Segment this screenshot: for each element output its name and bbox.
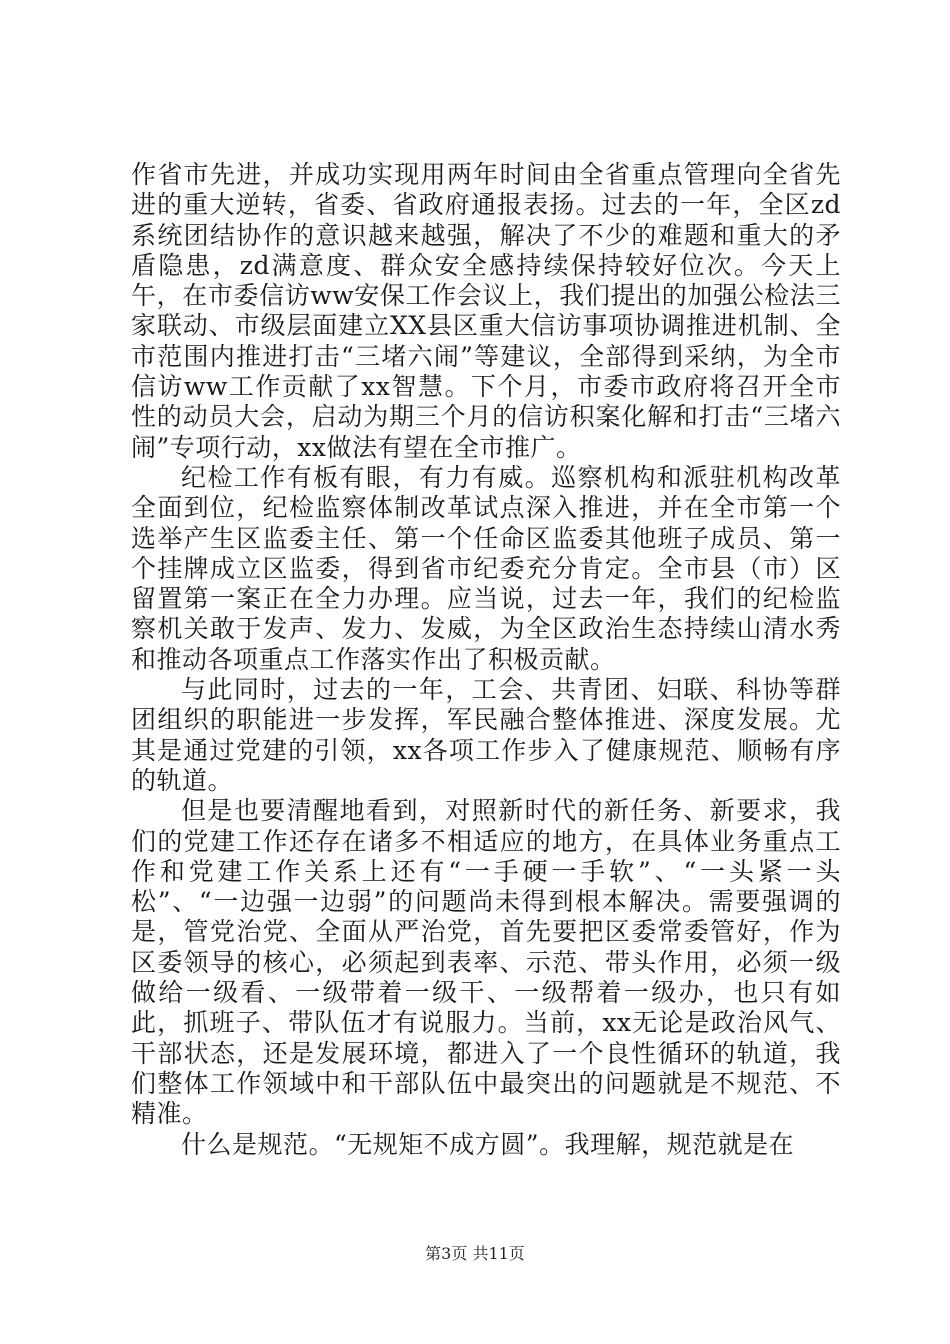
paragraph-2: 纪检工作有板有眼，有力有威。巡察机构和派驻机构改革全面到位，纪检监察体制改革试点深入推进，并在全市第一个选举产生区监委主任、第一个任命区监委其他班子成员、第一个挂牌成立区监委，得到省市纪委充分肯定。全市县（市）区留置第一案正在全力办理。应当说，过去一年，我们的纪检监察机关敢于发声、发力、发威，为全区政治生态持续山清水秀和推动各项重点工作落实作出了积极贡献。 — [131, 462, 841, 674]
page-number-footer: 第3页 共11页 — [425, 1244, 525, 1263]
paragraph-5: 什么是规范。“无规矩不成方圆”。我理解，规范就是在 — [181, 1129, 795, 1159]
paragraph-1: 作省市先进，并成功实现用两年时间由全省重点管理向全省先进的重大逆转，省委、省政府通报表扬。过去的一年，全区zd系统团结协作的意识越来越强，解决了不少的难题和重大的矛盾隐患，zd满意度、群众安全感持续保持较好位次。今天上午，在市委信访ww安保工作会议上，我们提出的加强公检法三家联动、市级层面建立XX县区重大信访事项协调推进机制、全市范围内推进打击“三堵六闹”等建议，全部得到采纳，为全市信访ww工作贡献了xx智慧。下个月，市委市政府将召开全市性的动员大会，启动为期三个月的信访积案化解和打击“三堵六闹”专项行动，xx做法有望在全市推广。 — [131, 160, 841, 462]
document-body — [131, 160, 841, 1160]
paragraph-4: 但是也要清醒地看到，对照新时代的新任务、新要求，我们的党建工作还存在诸多不相适应的地方，在具体业务重点工作和党建工作关系上还有“一手硬一手软”、“一头紧一头松”、“一边强一边弱”的问题尚未得到根本解决。需要强调的是，管党治党、全面从严治党，首先要把区委常委管好，作为区委领导的核心，必须起到表率、示范、带头作用，必须一级做给一级看、一级带着一级干、一级帮着一级办，也只有如此，抓班子、带队伍才有说服力。当前，xx无论是政治风气、干部状态，还是发展环境，都进入了一个良性循环的轨道，我们整体工作领域中和干部队伍中最突出的问题就是不规范、不精准。 — [131, 796, 841, 1129]
paragraph-3: 与此同时，过去的一年，工会、共青团、妇联、科协等群团组织的职能进一步发挥，军民融合整体推进、深度发展。尤其是通过党建的引领，xx各项工作步入了健康规范、顺畅有序的轨道。 — [131, 675, 841, 795]
